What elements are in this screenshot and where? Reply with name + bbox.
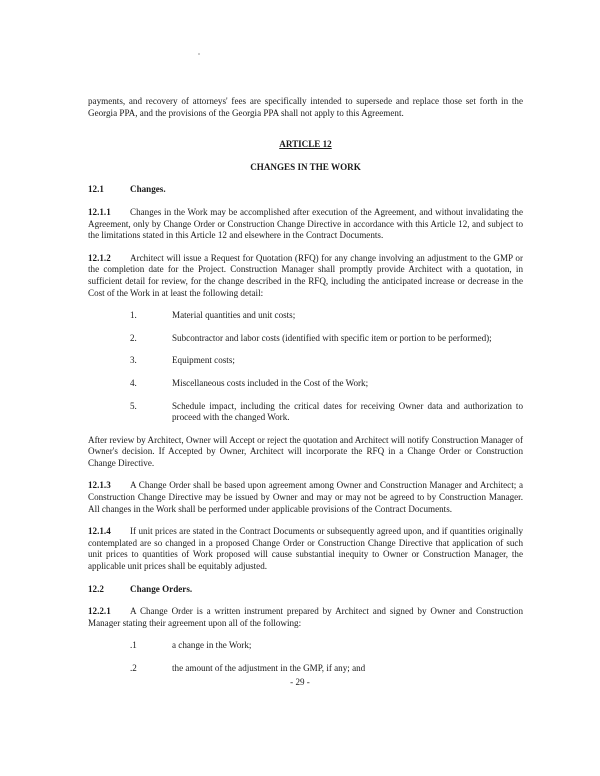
section-heading-12-2 <box>88 584 523 596</box>
section-number: 12.1 <box>88 184 104 195</box>
article-subtitle: CHANGES IN THE WORK <box>250 161 361 172</box>
list-text: Miscellaneous costs included in the Cost of the Work; <box>172 377 369 388</box>
list-item <box>130 401 523 424</box>
paragraph-12-2-1 <box>88 606 523 629</box>
page-number: - 29 - <box>290 677 310 687</box>
list-number: 3. <box>130 355 137 366</box>
scan-speck <box>198 53 200 55</box>
cost-detail-list <box>88 310 523 424</box>
list-number: 4. <box>130 377 137 388</box>
paragraph-number: 12.1.3 <box>88 480 111 491</box>
paragraph-number: 12.1.1 <box>88 206 111 217</box>
list-item <box>130 378 523 390</box>
paragraph-number: 12.2.1 <box>88 606 111 617</box>
list-text: a change in the Work; <box>172 640 252 651</box>
paragraph-text: Architect will issue a Request for Quotation (RFQ) for any change involving an adjustment to the GMP or the completion date for the Project. Construction Manager shall promptly provide Architect with a quotation, in sufficient detail for review, for the change described in the RFQ, including the anticipated increase or decrease in the Cost of the Work in at least the following detail: <box>88 252 523 298</box>
paragraph-text: A Change Order is a written instrument prepared by Architect and signed by Owner and Construction Manager stating their agreement upon all of the following: <box>88 606 523 628</box>
paragraph-number: 12.1.4 <box>88 526 111 537</box>
list-text: Equipment costs; <box>172 355 235 366</box>
document-page <box>88 96 523 686</box>
paragraph-text: Changes in the Work may be accomplished after execution of the Agreement, and without invalidating the Agreement, only by Change Order or Construction Change Directive in accordance with this Article 12, and subject to the limitations stated in this Article 12 and elsewhere in the Contract Documents. <box>88 206 523 241</box>
list-item <box>130 663 523 675</box>
section-title: Changes. <box>130 184 166 195</box>
list-item <box>130 333 523 345</box>
paragraph-12-1-2 <box>88 253 523 299</box>
paragraph-number: 12.1.2 <box>88 252 111 263</box>
section-number: 12.2 <box>88 583 104 594</box>
list-text: the amount of the adjustment in the GMP, if any; and <box>172 663 366 673</box>
list-number: .1 <box>130 640 137 651</box>
after-review-paragraph: After review by Architect, Owner will Accept or reject the quotation and Architect will notify Construction Manager of Owner's decision. If Accepted by Owner, Architect will incorporate the RFQ in a Change Order or Construction Change Directive. <box>88 434 523 468</box>
paragraph-text: If unit prices are stated in the Contract Documents or subsequently agreed upon, and if quantities originally contemplated are so changed in a proposed Change Order or Construction Change Directive that application of such unit prices to quantities of Work proposed will cause substantial inequity to Owner or Construction Manager, the applicable unit prices shall be equitably adjusted. <box>88 526 523 572</box>
list-item <box>130 355 523 367</box>
article-title: ARTICLE 12 <box>279 139 332 150</box>
change-order-list <box>88 640 523 674</box>
list-item <box>130 310 523 322</box>
list-text: Schedule impact, including the critical dates for receiving Owner data and authorization to proceed with the changed Work. <box>172 400 523 423</box>
intro-paragraph: payments, and recovery of attorneys' fees are specifically intended to supersede and replace those set forth in the Georgia PPA, and the provisions of the Georgia PPA shall not apply to this Agreement. <box>88 96 523 118</box>
section-title: Change Orders. <box>130 583 193 594</box>
list-text: Material quantities and unit costs; <box>172 310 296 321</box>
paragraph-text: A Change Order shall be based upon agreement among Owner and Construction Manager and Architect; a Construction Change Directive may be issued by Owner and may or may not be agreed to by Construction Manager. All changes in the Work shall be performed under applicable provisions of the Contract Documents. <box>88 480 523 514</box>
list-item <box>130 640 523 652</box>
list-text: Subcontractor and labor costs (identified with specific item or portion to be performed); <box>172 332 492 343</box>
paragraph-12-1-3 <box>88 480 523 515</box>
list-number: 1. <box>130 310 137 321</box>
list-number: 2. <box>130 332 137 343</box>
paragraph-12-1-1 <box>88 207 523 242</box>
list-number: .2 <box>130 663 137 673</box>
paragraph-12-1-4 <box>88 526 523 572</box>
list-number: 5. <box>130 400 137 411</box>
section-heading-12-1 <box>88 184 523 196</box>
